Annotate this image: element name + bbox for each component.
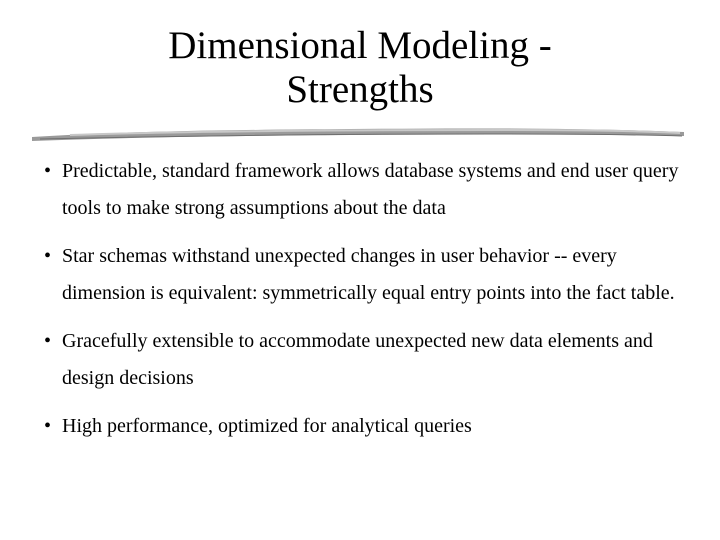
bullet-item bbox=[44, 153, 694, 227]
title-divider bbox=[30, 120, 686, 146]
bullet-text: Predictable, standard framework allows database systems and end user query tools to make strong assumptions about the data bbox=[62, 160, 679, 219]
bullet-marker: • bbox=[44, 330, 52, 352]
bullet-marker: • bbox=[44, 160, 52, 182]
bullet-item bbox=[44, 323, 694, 397]
title-line-2: Strengths bbox=[286, 68, 434, 111]
bullet-text: Gracefully extensible to accommodate unexpected new data elements and design decisions bbox=[62, 330, 653, 389]
bullet-text: High performance, optimized for analytical queries bbox=[62, 415, 472, 437]
bullet-list bbox=[44, 153, 694, 456]
bullet-marker: • bbox=[44, 415, 52, 437]
bullet-marker: • bbox=[44, 245, 52, 267]
bullet-text: Star schemas withstand unexpected changes in user behavior -- every dimension is equivalent: symmetrically equal entry points into the fact table. bbox=[62, 245, 675, 304]
bullet-item bbox=[44, 238, 694, 312]
title-line-1: Dimensional Modeling - bbox=[168, 24, 552, 67]
bullet-item bbox=[44, 408, 694, 445]
slide-title bbox=[60, 24, 660, 112]
